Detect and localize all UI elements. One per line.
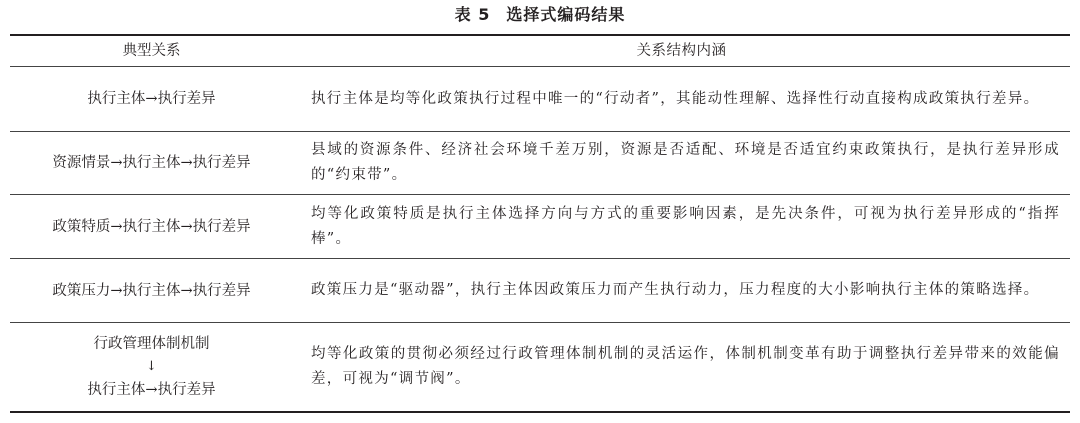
meaning-cell: 政策压力是“驱动器”，执行主体因政策压力而产生执行动力，压力程度的大小影响执行主体的策略选择。 (311, 282, 1040, 298)
relation-cell: 资源情景→执行主体→执行差异 (52, 155, 251, 171)
table-caption (0, 4, 1080, 26)
meaning-cell: 县域的资源条件、经济社会环境千差万别，资源是否适配、环境是否适宜约束政策执行，是执行差异形成的“约束带”。 (311, 142, 1060, 183)
header-typical-relation: 典型关系 (122, 43, 181, 59)
meaning-cell: 均等化政策的贯彻必须经过行政管理体制机制的灵活运作，体制机制变革有助于调整执行差异带来的效能偏差，可视为“调节阀”。 (311, 346, 1060, 387)
meaning-cell: 执行主体是均等化政策执行过程中唯一的“行动者”，其能动性理解、选择性行动直接构成政策执行差异。 (311, 90, 1040, 107)
relation-bottom-line: 执行主体→执行差异 (87, 382, 216, 398)
table-row (10, 132, 1070, 195)
table-number: 表 5 (454, 5, 491, 24)
meaning-cell: 均等化政策特质是执行主体选择方向与方式的重要影响因素，是先决条件，可视为执行差异形成的“指挥棒”。 (311, 205, 1060, 247)
relation-cell: 执行主体→执行差异 (87, 91, 216, 107)
relation-cell-stacked (10, 323, 293, 411)
header-structure-meaning: 关系结构内涵 (636, 42, 727, 59)
table-header-row (10, 36, 1070, 67)
table-row (10, 195, 1070, 259)
table-row (10, 67, 1070, 132)
table-row (10, 323, 1070, 411)
table-row (10, 259, 1070, 323)
relation-cell: 政策特质→执行主体→执行差异 (52, 218, 251, 235)
relation-top-line: 行政管理体制机制 (93, 336, 210, 352)
relation-cell: 政策压力→执行主体→执行差异 (52, 282, 251, 299)
table-title: 选择式编码结果 (506, 5, 626, 24)
coding-results-table (10, 34, 1070, 413)
arrow-down-icon: ↓ (146, 359, 157, 374)
